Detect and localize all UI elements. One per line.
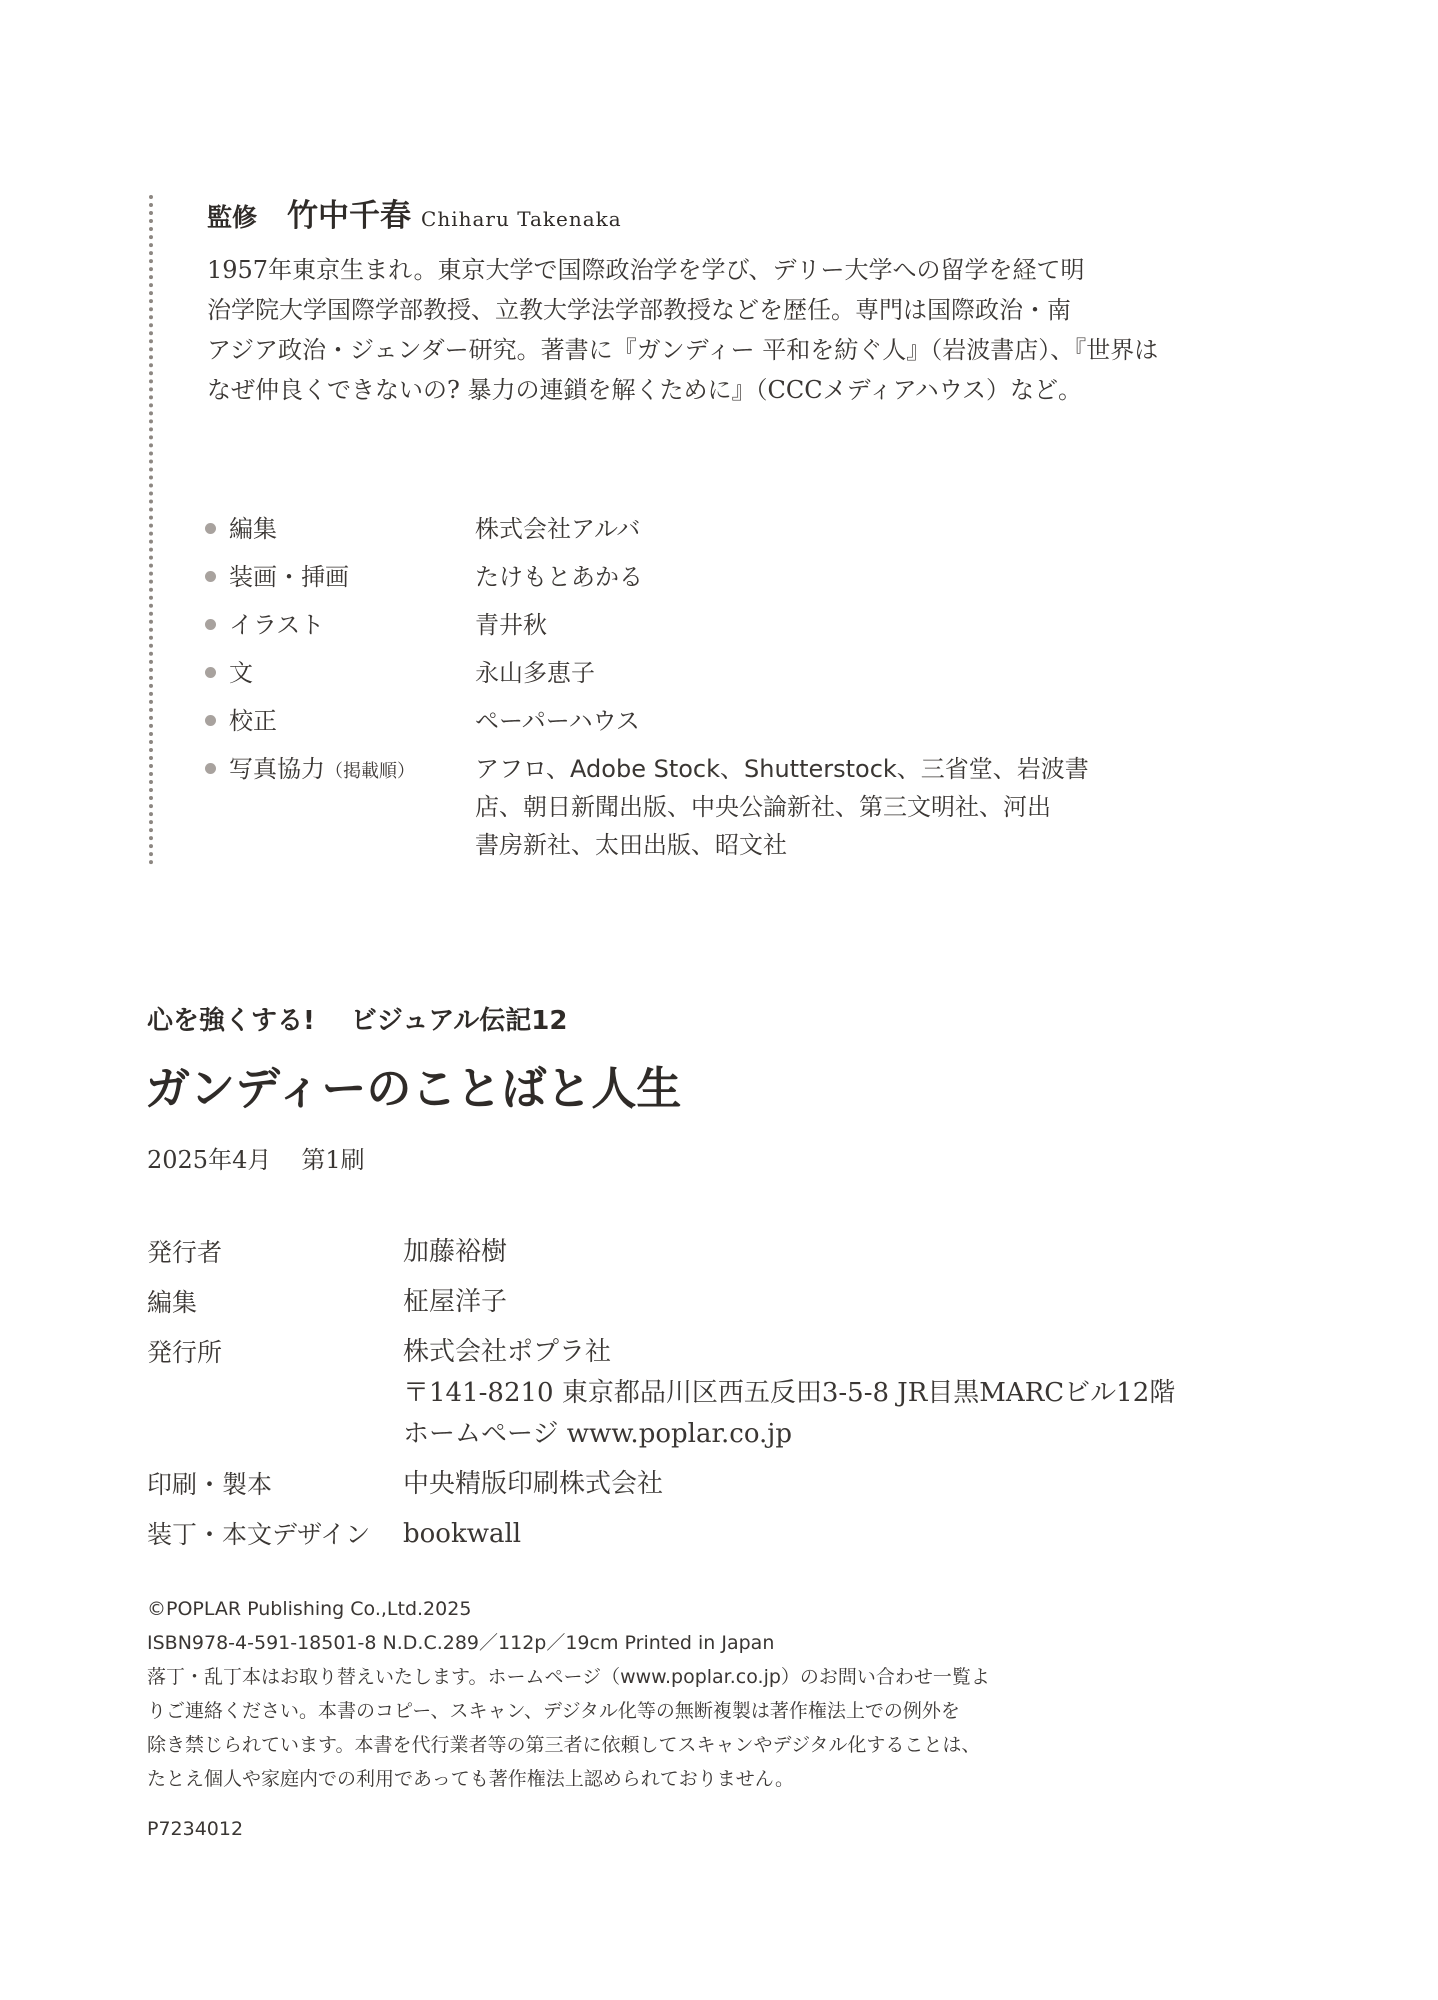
imprint-value-line: 〒141-8210 東京都品川区西五反田3-5-8 JR目黒MARCビル12階 bbox=[403, 1378, 1176, 1408]
imprint-label: 編集 bbox=[147, 1288, 198, 1317]
series-left: 心を強くする! bbox=[147, 1006, 315, 1036]
credit-value bbox=[475, 606, 547, 644]
imprint-row-editor bbox=[147, 1282, 1297, 1323]
bullet-icon bbox=[205, 715, 216, 726]
bio-line: 1957年東京生まれ。東京大学で国際政治学を学び、デリー大学への留学を経て明 bbox=[207, 256, 1085, 284]
bio-line: アジア政治・ジェンダー研究。著書に『ガンディー 平和を紡ぐ人』（岩波書店）、『世界は bbox=[207, 336, 1159, 364]
imprint-value-line: ホームページ www.poplar.co.jp bbox=[403, 1419, 793, 1449]
credit-value bbox=[475, 702, 640, 740]
imprint-value-line: 加藤裕樹 bbox=[403, 1237, 508, 1267]
credit-value-line: 書房新社、太田出版、昭文社 bbox=[475, 831, 787, 859]
legal-line: ISBN978-4-591-18501-8 N.D.C.289／112p／19cm Printed in Japan bbox=[147, 1632, 775, 1654]
bullet-icon bbox=[205, 763, 216, 774]
imprint-row-publisher bbox=[147, 1232, 1297, 1273]
imprint-value-line: 株式会社ポプラ社 bbox=[403, 1337, 612, 1367]
credit-value-line: 店、朝日新聞出版、中央公論新社、第三文明社、河出 bbox=[475, 793, 1051, 821]
bullet-icon bbox=[205, 619, 216, 630]
legal-line: ©POPLAR Publishing Co.,Ltd.2025 bbox=[147, 1598, 472, 1620]
imprint-value bbox=[403, 1332, 1175, 1455]
credits-list bbox=[205, 510, 1165, 864]
product-code: P7234012 bbox=[147, 1818, 244, 1840]
imprint-value-line: 中央精版印刷株式会社 bbox=[403, 1469, 664, 1499]
edition-date: 2025年4月 bbox=[147, 1146, 272, 1174]
credit-value-line: 青井秋 bbox=[475, 611, 547, 639]
credit-row-text bbox=[205, 654, 1165, 702]
credit-row-proofreading bbox=[205, 702, 1165, 750]
credit-label bbox=[229, 750, 475, 791]
credit-value bbox=[475, 654, 595, 692]
supervisor-bio bbox=[207, 250, 1167, 410]
credit-value-line: ペーパーハウス bbox=[475, 707, 640, 735]
book-title: ガンディーのことばと人生 bbox=[145, 1062, 682, 1115]
credit-value bbox=[475, 510, 640, 548]
credit-row-editing bbox=[205, 510, 1165, 558]
imprint-value bbox=[403, 1464, 663, 1505]
credit-label: 装画・挿画 bbox=[229, 563, 349, 591]
credit-label: 編集 bbox=[229, 515, 277, 543]
credit-value-line: たけもとあかる bbox=[475, 563, 643, 591]
credit-label-note: （掲載順） bbox=[325, 761, 415, 782]
supervisor-section bbox=[207, 190, 1167, 410]
imprint-section bbox=[147, 1232, 1297, 1564]
bio-line: 治学院大学国際学部教授、立教大学法学部教授などを歴任。専門は国際政治・南 bbox=[207, 296, 1071, 324]
edition-print: 第1刷 bbox=[301, 1146, 365, 1174]
bullet-icon bbox=[205, 667, 216, 678]
credit-value bbox=[475, 558, 643, 596]
series-title bbox=[147, 1000, 567, 1037]
dotted-divider bbox=[149, 195, 153, 865]
credit-row-cover-illustration bbox=[205, 558, 1165, 606]
legal-line: たとえ個人や家庭内での利用であっても著作権法上認められておりません。 bbox=[147, 1768, 794, 1790]
credit-row-illustration bbox=[205, 606, 1165, 654]
credit-value-line: 永山多恵子 bbox=[475, 659, 595, 687]
legal-notice bbox=[147, 1592, 1147, 1796]
supervisor-name: 竹中千春 bbox=[287, 198, 412, 234]
supervisor-heading bbox=[207, 190, 1167, 240]
legal-line: 除き禁じられています。本書を代行業者等の第三者に依頼してスキャンやデジタル化することは、 bbox=[147, 1734, 981, 1756]
bio-line: なぜ仲良くできないの? 暴力の連鎖を解くために』（CCCメディアハウス）など。 bbox=[207, 376, 1083, 404]
imprint-label: 装丁・本文デザイン bbox=[147, 1520, 371, 1549]
edition-info bbox=[147, 1140, 365, 1175]
imprint-label: 発行所 bbox=[147, 1338, 223, 1367]
credit-label-main: 写真協力 bbox=[229, 755, 325, 783]
credit-value-line: 株式会社アルバ bbox=[475, 515, 641, 543]
imprint-value bbox=[403, 1514, 521, 1555]
imprint-value bbox=[403, 1232, 507, 1273]
bullet-icon bbox=[205, 523, 216, 534]
supervisor-role: 監修 bbox=[207, 203, 258, 232]
credit-label: 文 bbox=[229, 659, 253, 687]
imprint-value-line: bookwall bbox=[403, 1519, 522, 1549]
legal-line: りご連絡ください。本書のコピー、スキャン、デジタル化等の無断複製は著作権法上での例外を bbox=[147, 1700, 960, 1722]
credit-label: イラスト bbox=[229, 611, 325, 639]
imprint-row-printing bbox=[147, 1464, 1297, 1505]
imprint-value bbox=[403, 1282, 507, 1323]
imprint-row-design bbox=[147, 1514, 1297, 1555]
legal-line: 落丁・乱丁本はお取り替えいたします。ホームページ（www.poplar.co.jp）のお問い合わせ一覧よ bbox=[147, 1666, 990, 1688]
imprint-label: 印刷・製本 bbox=[147, 1470, 273, 1499]
credit-row-photo bbox=[205, 750, 1165, 864]
credit-value-line: アフロ、Adobe Stock、Shutterstock、三省堂、岩波書 bbox=[475, 755, 1089, 783]
credit-label: 校正 bbox=[229, 707, 277, 735]
imprint-value-line: 柾屋洋子 bbox=[403, 1287, 508, 1317]
bullet-icon bbox=[205, 571, 216, 582]
series-right: ビジュアル伝記12 bbox=[350, 1006, 568, 1036]
credit-value bbox=[475, 750, 1089, 864]
supervisor-name-roman: Chiharu Takenaka bbox=[421, 207, 622, 231]
imprint-row-publishing-house bbox=[147, 1332, 1297, 1455]
imprint-label: 発行者 bbox=[147, 1238, 223, 1267]
